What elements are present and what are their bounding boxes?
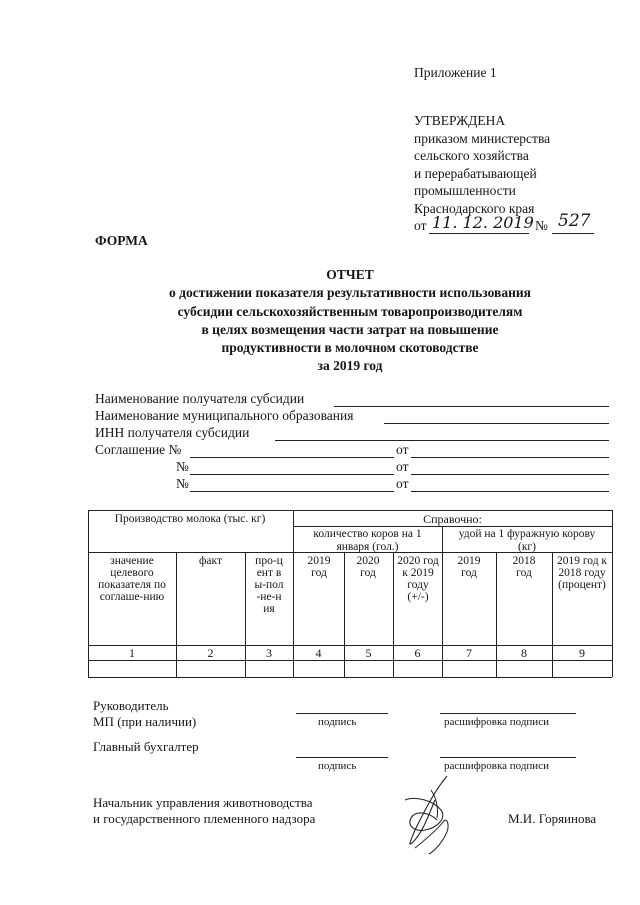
municipality-label: Наименование муниципального образования — [95, 408, 354, 423]
title-line: ОТЧЕТ — [326, 267, 374, 282]
stamp-label: МП (при наличии) — [93, 714, 197, 729]
chief-title-line: и государственного племенного надзора — [93, 811, 316, 826]
agreement2-number-sign: № — [176, 459, 189, 474]
table-hline — [293, 526, 612, 527]
title-line: о достижении показателя результативности использования — [169, 285, 531, 301]
agreement2-number-line[interactable] — [190, 474, 394, 475]
approval-line: промышленности — [414, 183, 516, 198]
col-number: 5 — [365, 646, 372, 660]
col-number: 1 — [129, 646, 135, 660]
recipient-name-line[interactable] — [334, 406, 609, 407]
number-underline — [552, 233, 594, 234]
agreement2-date-word: от — [396, 459, 409, 474]
agreement2-date-line[interactable] — [411, 474, 609, 475]
col-number: 2 — [207, 646, 214, 660]
inn-line[interactable] — [275, 440, 609, 441]
head-decoding-line[interactable] — [440, 713, 576, 714]
col-number: 6 — [414, 646, 421, 660]
col-fact: факт — [198, 555, 223, 567]
col-number: 8 — [521, 646, 527, 660]
handwritten-signature — [385, 770, 475, 860]
col-number: 9 — [579, 646, 585, 660]
decoding-caption: расшифровка подписи — [444, 760, 549, 772]
signature-caption: подпись — [318, 716, 357, 728]
date-underline — [429, 233, 529, 234]
header-cows: количество коров на 1 января (гол.) — [313, 528, 422, 553]
head-label: Руководитель — [93, 698, 169, 713]
title-line: продуктивности в молочном скотоводстве — [221, 340, 479, 356]
col-yield-2018: 2018 год — [512, 555, 536, 579]
report-title — [90, 266, 610, 376]
accountant-signature-line[interactable] — [296, 757, 388, 758]
approval-heading: УТВЕРЖДЕНА — [414, 113, 506, 128]
table-border-top — [88, 510, 612, 511]
table-hline — [88, 645, 612, 646]
title-line: за 2019 год — [317, 358, 383, 374]
header-reference: Справочно: — [423, 512, 482, 526]
agreement-label: Соглашение № — [95, 442, 182, 457]
approval-date-prefix: от — [414, 218, 427, 233]
col-yield-pct: 2019 год к 2018 году (процент) — [556, 555, 608, 591]
agreement3-number-sign: № — [176, 476, 189, 491]
appendix-label: Приложение 1 — [414, 65, 497, 80]
table-border-bottom — [88, 677, 612, 678]
head-signature-line[interactable] — [296, 713, 388, 714]
approval-date-value: 11. 12. 2019 — [432, 213, 534, 232]
inn-label: ИНН получателя субсидии — [95, 425, 250, 440]
title-line: в целях возмещения части затрат на повышение — [201, 321, 499, 337]
agreement-date-line[interactable] — [411, 457, 609, 458]
col-yield-2019: 2019 год — [457, 555, 481, 579]
col-cows-2019: 2019 год — [307, 555, 331, 579]
approval-number-value: 527 — [558, 211, 591, 231]
agreement-date-word: от — [396, 442, 409, 457]
approval-line: сельского хозяйства — [414, 148, 529, 163]
accountant-label: Главный бухгалтер — [93, 739, 199, 754]
table-hline — [88, 660, 612, 661]
agreement3-date-word: от — [396, 476, 409, 491]
header-production: Производство молока (тыс. кг) — [114, 513, 266, 525]
header-yield: удой на 1 фуражную корову (кг) — [458, 528, 596, 553]
recipient-name-label: Наименование получателя субсидии — [95, 391, 305, 406]
col-cows-2020: 2020 год — [356, 555, 380, 579]
table-border-right — [612, 510, 613, 677]
accountant-decoding-line[interactable] — [440, 757, 576, 758]
title-line: субсидии сельскохозяйственным товаропроизводителям — [177, 303, 523, 319]
agreement3-date-line[interactable] — [411, 491, 609, 492]
agreement3-number-line[interactable] — [190, 491, 394, 492]
col-percent: про-цент вы-пол-не-ния — [254, 555, 284, 615]
col-number: 4 — [315, 646, 322, 660]
col-target: значение целевого показателя по соглаше-нию — [98, 555, 166, 603]
chief-title-line: Начальник управления животноводства — [93, 795, 313, 810]
approval-number-prefix: № — [535, 218, 548, 233]
signature-caption: подпись — [318, 760, 357, 772]
chief-name: М.И. Горяинова — [508, 811, 597, 826]
form-label: ФОРМА — [95, 233, 148, 248]
approval-line: приказом министерства — [414, 131, 551, 146]
municipality-line[interactable] — [384, 423, 609, 424]
approval-line: Краснодарского края — [414, 201, 535, 216]
col-number: 3 — [266, 646, 272, 660]
col-number: 7 — [466, 646, 472, 660]
agreement-number-line[interactable] — [190, 457, 394, 458]
decoding-caption: расшифровка подписи — [444, 716, 549, 728]
col-cows-diff: 2020 год к 2019 году (+/-) — [397, 555, 439, 603]
approval-line: и перерабатывающей — [414, 166, 537, 181]
